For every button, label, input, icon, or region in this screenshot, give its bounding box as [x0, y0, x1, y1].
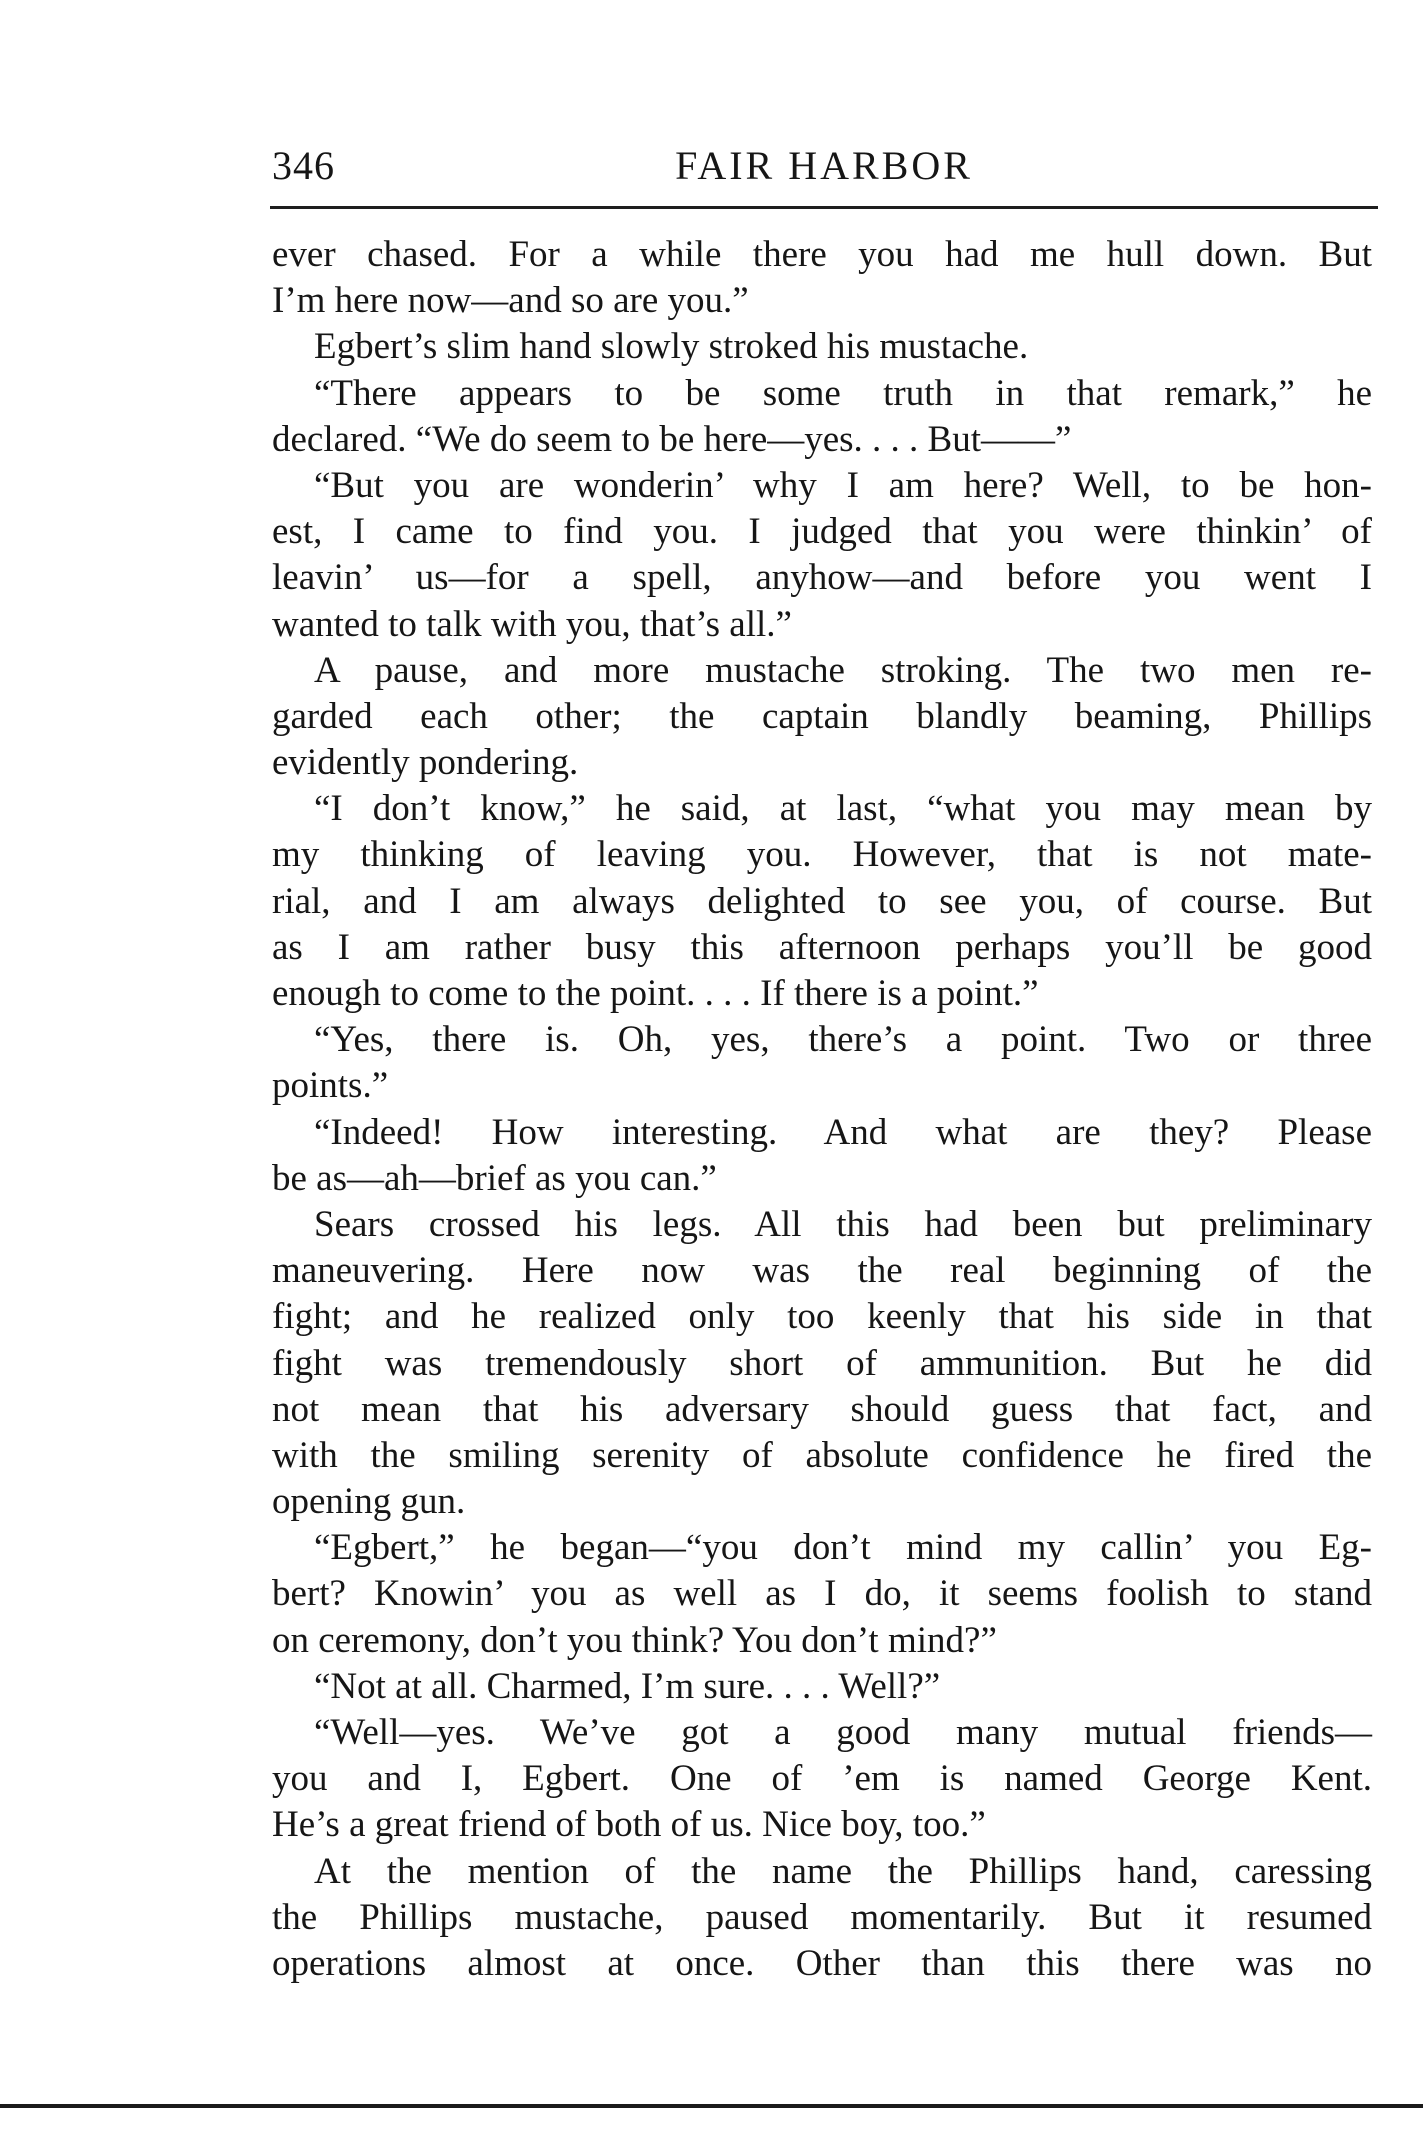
- text-line: the Phillips mustache, paused momentarily. But it resumed: [272, 1896, 1372, 1938]
- text-line: fight was tremendously short of ammunition. But he did: [272, 1342, 1372, 1384]
- text-line: “I don’t know,” he said, at last, “what you may mean by: [314, 788, 1372, 830]
- text-line: Sears crossed his legs. All this had been but preliminary: [314, 1203, 1372, 1245]
- text-line: “There appears to be some truth in that remark,” he: [314, 372, 1372, 414]
- text-line: “Not at all. Charmed, I’m sure. . . . Well?”: [314, 1665, 941, 1707]
- text-line: as I am rather busy this afternoon perhaps you’ll be good: [272, 926, 1372, 968]
- text-line: bert? Knowin’ you as well as I do, it seems foolish to stand: [272, 1573, 1372, 1615]
- text-line: on ceremony, don’t you think? You don’t mind?”: [272, 1619, 997, 1661]
- page-number: 346: [272, 143, 335, 188]
- text-line: “Yes, there is. Oh, yes, there’s a point. Two or three: [314, 1019, 1372, 1061]
- text-line: “Well—yes. We’ve got a good many mutual friends—: [314, 1712, 1372, 1753]
- text-line: with the smiling serenity of absolute confidence he fired the: [272, 1434, 1372, 1476]
- text-line: At the mention of the name the Phillips hand, caressing: [314, 1850, 1372, 1892]
- text-line: opening gun.: [272, 1481, 466, 1523]
- text-line: I’m here now—and so are you.”: [272, 280, 749, 322]
- page-header: [270, 138, 1378, 209]
- running-title: FAIR HARBOR: [675, 143, 973, 188]
- text-line: evidently pondering.: [272, 742, 579, 784]
- text-line: leavin’ us—for a spell, anyhow—and before you went I: [272, 557, 1372, 599]
- text-line: you and I, Egbert. One of ’em is named George Kent.: [272, 1758, 1372, 1800]
- text-line: “Indeed! How interesting. And what are they? Please: [314, 1111, 1372, 1153]
- text-line: not mean that his adversary should guess that fact, and: [272, 1388, 1372, 1430]
- text-line: operations almost at once. Other than this there was no: [272, 1942, 1372, 1984]
- text-line: rial, and I am always delighted to see you, of course. But: [272, 880, 1372, 922]
- text-line: fight; and he realized only too keenly that his side in that: [272, 1296, 1372, 1338]
- text-line: Egbert’s slim hand slowly stroked his mustache.: [314, 326, 1029, 368]
- text-line: enough to come to the point. . . . If there is a point.”: [272, 973, 1039, 1014]
- text-line: my thinking of leaving you. However, that is not mate-: [272, 834, 1372, 876]
- text-line: be as—ah—brief as you can.”: [272, 1157, 717, 1199]
- text-line: He’s a great friend of both of us. Nice boy, too.”: [272, 1804, 986, 1846]
- text-line: “Egbert,” he began—“you don’t mind my callin’ you Eg-: [314, 1527, 1372, 1569]
- footer-rule: [0, 2104, 1423, 2108]
- body-text: [272, 232, 1372, 1987]
- text-line: declared. “We do seem to be here—yes. . . . But——”: [272, 418, 1072, 460]
- text-line: A pause, and more mustache stroking. The two men re-: [314, 649, 1372, 691]
- text-line: wanted to talk with you, that’s all.”: [272, 603, 792, 645]
- text-line: maneuvering. Here now was the real beginning of the: [272, 1250, 1372, 1292]
- text-line: ever chased. For a while there you had me hull down. But: [272, 234, 1372, 275]
- text-line: points.”: [272, 1065, 389, 1107]
- text-line: “But you are wonderin’ why I am here? Well, to be hon-: [314, 464, 1372, 506]
- text-line: garded each other; the captain blandly beaming, Phillips: [272, 695, 1372, 737]
- text-line: est, I came to find you. I judged that you were thinkin’ of: [272, 511, 1372, 553]
